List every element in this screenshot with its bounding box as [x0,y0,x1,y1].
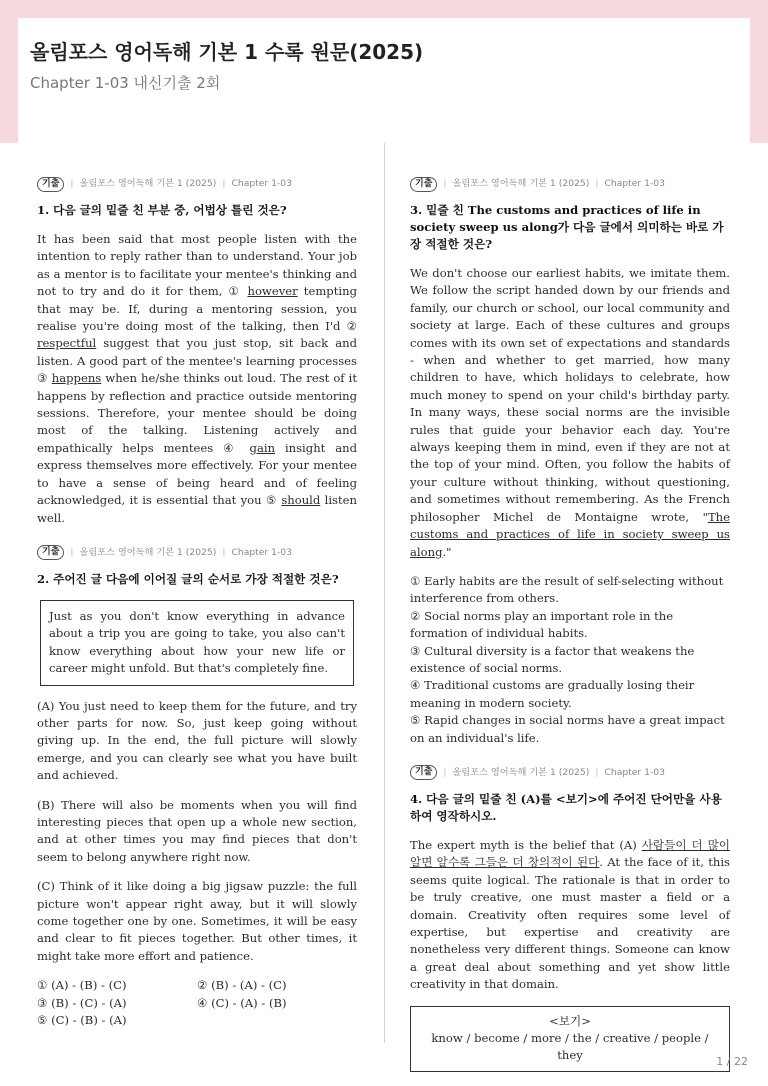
paragraph-c: (C) Think of it like doing a big jigsaw puzzle: the full picture won't appear right away, but it will slowly come together one by one. Sometimes, it will be easy and clear to fit pieces together. But other times, it might take more effort and patience. [37,879,357,963]
column-divider [384,143,385,1043]
tag-separator: | [222,547,226,559]
paragraph-a: (A) You just need to keep them for the future, and try other parts for now. So, just keep going without giving up. In the end, the full picture will slowly emerge, and you can clearly see what you have built and achieved. [37,698,357,783]
right-column [410,176,730,1086]
answer-choice[interactable]: ① Early habits are the result of self-selecting without interference from others. [410,573,724,606]
answer-choice[interactable]: ⑤ Rapid changes in social norms have a great impact on an individual's life. [410,713,725,745]
answer-choice[interactable]: ③ (B) - (C) - (A) [37,995,127,1010]
source-tag [37,545,357,561]
answer-choice[interactable]: ③ Cultural diversity is a factor that weakens the existence of social norms. [410,643,695,675]
question-4 [410,765,730,1072]
document-subtitle: Chapter 1-03 내신기출 2회 [30,74,221,92]
question-passage: The expert myth is the belief that (A) 사람들이 더 많이 알면 알수록 그들은 더 창의적이 된다. At the face of it, this seems quite logical. The rationale is that in order to be truly creative, one must master a field or a domain. Creativity often requires some level of expertise, but expertise and creativity are nonetheless very different things. Someone can know a great deal about something and yet show little creativity in that domain. [410,837,731,992]
answer-choices [410,573,730,747]
source-book: 올림포스 영어독해 기본 1 (2025) [452,767,590,779]
underlined-quote: The customs and practices of life in society sweep us along [410,509,730,559]
bogi-title: <보기> [549,1013,591,1028]
tag-separator: | [595,767,599,779]
source-tag [410,176,730,192]
exam-badge: 기출 [37,545,64,560]
page-number: 1 / 22 [716,1055,748,1068]
source-chapter: Chapter 1-03 [604,178,665,190]
source-book: 올림포스 영어독해 기본 1 (2025) [79,178,217,190]
left-column [37,176,357,1047]
underlined-choice: gain [249,440,276,455]
answer-choices [37,977,357,1029]
source-tag [37,176,357,192]
exam-badge: 기출 [410,765,437,780]
underlined-target: 사람들이 더 많이 알면 알수록 그들은 더 창의적이 된다 [410,837,730,870]
question-title: 3. 밑줄 친 The customs and practices of life in society sweep us along가 다음 글에서 의미하는 바로 가장 적절한 것은? [410,203,724,251]
given-passage-box: Just as you don't know everything in advance about a trip you are going to take, you also can't know everything about how your new life or career might unfold. But that's completely fine. [40,600,354,686]
document-title: 올림포스 영어독해 기본 1 수록 원문(2025) [30,40,424,64]
answer-choice[interactable]: ⑤ (C) - (B) - (A) [37,1013,127,1028]
tag-separator: | [70,547,74,559]
source-book: 올림포스 영어독해 기본 1 (2025) [452,178,590,190]
question-passage: We don't choose our earliest habits, we imitate them. We follow the script handed down by our friends and family, our church or school, our local community and society at large. Each of these cultures and groups comes with its own set of expectations and standards - when and whether to get married, how many children to have, which holidays to celebrate, how much money to spend on your child's birthday party. In many ways, these social norms are the invisible rules that guide your behavior each day. You're always keeping them in mind, even if they are not at the top of your mind. Often, you follow the habits of your culture without thinking, without questioning, and sometimes without remembering. As the French philosopher Michel de Montaigne wrote, "The customs and practices of life in society sweep us along." [410,266,730,559]
source-chapter: Chapter 1-03 [231,547,292,559]
source-book: 올림포스 영어독해 기본 1 (2025) [79,547,217,559]
answer-choice[interactable]: ④ (C) - (A) - (B) [197,995,287,1010]
tag-separator: | [70,178,74,190]
paragraph-b: (B) There will also be moments when you will find interesting pieces that open up a whole new section, and at other times you may find pieces that don't seem to belong anywhere right now. [37,797,357,864]
answer-choice[interactable]: ② (B) - (A) - (C) [197,978,287,993]
underlined-choice: happens [51,371,102,386]
question-title: 4. 다음 글의 밑줄 친 (A)를 <보기>에 주어진 단어만을 사용하여 영작하시오. [410,791,722,823]
source-chapter: Chapter 1-03 [604,767,665,779]
answer-choice[interactable]: ④ Traditional customs are gradually losing their meaning in modern society. [410,678,695,710]
underlined-choice: respectful [37,336,97,351]
tag-separator: | [595,178,599,190]
bogi-box [410,1006,730,1072]
exam-badge: 기출 [37,177,64,192]
question-2 [37,545,357,1030]
source-tag [410,765,730,781]
answer-choice[interactable]: ① (A) - (B) - (C) [37,978,127,993]
question-passage: It has been said that most people listen with the intention to reply rather than to understand. Your job as a mentor is to facilitate your mentee's thinking and not to try and do it for them, ① however tempting that may be. If, during a mentoring session, you realise you're doing most of the talking, then I'd ② respectful suggest that you just stop, sit back and listen. A good part of the mentee's learning processes ③ happens when he/she thinks out loud. The rest of it happens by reflection and practice outside mentoring sessions. Therefore, your mentee should be doing most of the talking. Listening actively and empathically helps mentees ④ gain insight and express themselves more effectively. For your mentee to have a sense of being heard and of feeling acknowledged, it is essential that you ⑤ should listen well. [37,232,357,525]
tag-separator: | [222,178,226,190]
question-title: 2. 주어진 글 다음에 이어질 글의 순서로 가장 적절한 것은? [37,571,339,586]
source-chapter: Chapter 1-03 [231,178,292,190]
answer-choice[interactable]: ② Social norms play an important role in the formation of individual habits. [410,608,674,641]
bogi-words: know / become / more / the / creative / people / they [431,1031,709,1063]
underlined-choice: however [247,284,298,299]
tag-separator: | [443,767,447,779]
exam-badge: 기출 [410,177,437,192]
question-title: 1. 다음 글의 밑줄 친 부분 중, 어법상 틀린 것은? [37,203,287,217]
question-3 [410,176,730,747]
underlined-choice: should [281,493,321,508]
tag-separator: | [443,178,447,190]
question-1 [37,176,357,527]
